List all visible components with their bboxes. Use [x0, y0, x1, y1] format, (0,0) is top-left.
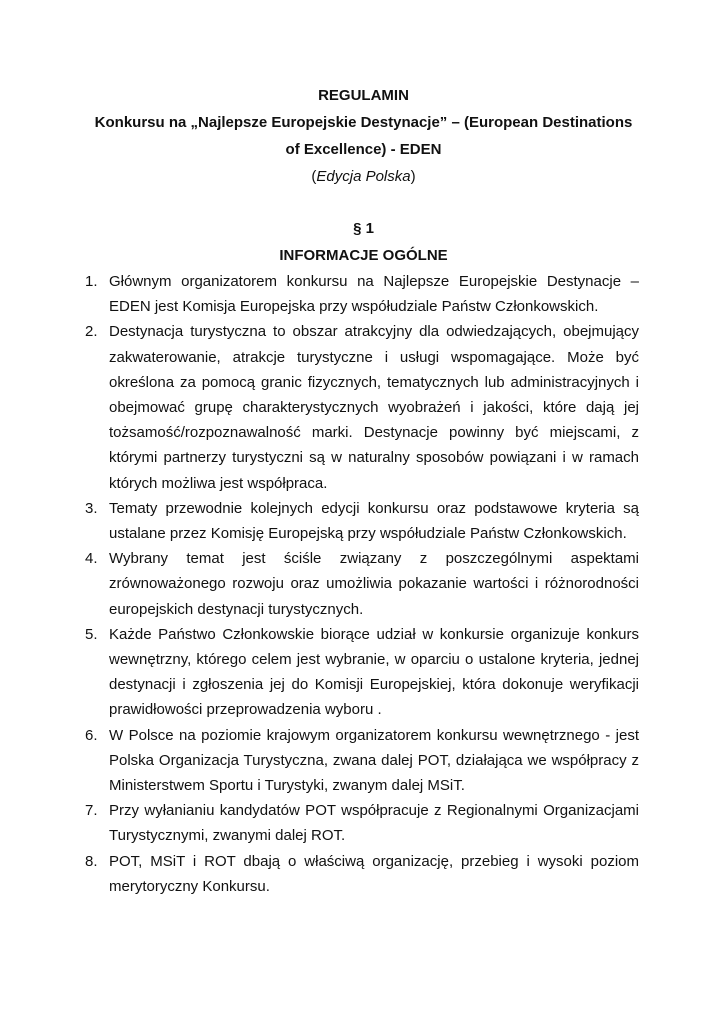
list-item-number: 6.	[85, 726, 98, 744]
list-item-number: 4.	[85, 550, 98, 568]
section-list	[85, 269, 639, 899]
list-item-text: POT, MSiT i ROT dbają o właściwą organizację, przebieg i wysoki poziom merytoryczny Konkursu.	[109, 852, 639, 895]
list-item-text: Tematy przewodnie kolejnych edycji konkursu oraz podstawowe kryteria są ustalane przez Komisję Europejską przy współudziale Państw Członkowskich.	[109, 499, 639, 543]
list-item	[85, 723, 639, 799]
list-item	[85, 319, 639, 495]
document-header	[88, 82, 639, 190]
document-subtitle: Konkursu na „Najlepsze Europejskie Destynacje” – (European Destinations of Excellence) - EDEN	[94, 114, 633, 158]
list-item	[85, 622, 639, 723]
edition-close-paren: )	[410, 168, 416, 185]
list-item-number: 8.	[85, 852, 98, 870]
list-item	[85, 849, 639, 899]
list-item-text: Każde Państwo Członkowskie biorące udział w konkursie organizuje konkurs wewnętrzny, którego celem jest wybranie, w oparciu o ustalone kryteria, jednej destynacji i zgłoszenia jej do Komisji Europejskiej, która dokonuje weryfikacji prawidłowości przeprowadzenia wyboru .	[109, 625, 639, 719]
edition-open-paren: (	[311, 168, 317, 185]
list-item-text: Głównym organizatorem konkursu na Najlepsze Europejskie Destynacje – EDEN jest Komisja Europejska przy współudziale Państw Członkowskich.	[109, 273, 639, 316]
edition-line	[88, 163, 639, 190]
list-item	[85, 269, 639, 319]
list-item-number: 5.	[85, 625, 98, 643]
section-heading: INFORMACJE OGÓLNE	[279, 247, 448, 264]
section-number: § 1	[353, 220, 374, 237]
list-item-text: Wybrany temat jest ściśle związany z poszczególnymi aspektami zrównoważonego rozwoju oraz umożliwia pokazanie wartości i różnorodności europejskich destynacji turystycznych.	[109, 550, 639, 618]
list-item-number: 2.	[85, 323, 98, 341]
list-item-text: Destynacja turystyczna to obszar atrakcyjny dla odwiedzających, obejmujący zakwaterowanie, atrakcje turystyczne i usługi wspomagające. Może być określona za pomocą granic fizycznych, tematycznych lub administracyjnych i obejmować grupę charakterystycznych wyobrażeń i jakości, które dają jej tożsamość/rozpoznawalność marki. Destynacje powinny być miejscami, z którymi partnerzy turystyczni są w naturalny sposobów powiązani i w ramach których możliwa jest współpraca.	[109, 323, 639, 492]
list-item	[85, 798, 639, 848]
list-item-text: Przy wyłanianiu kandydatów POT współpracuje z Regionalnymi Organizacjami Turystycznymi, zwanymi dalej ROT.	[109, 802, 639, 845]
list-item-text: W Polsce na poziomie krajowym organizatorem konkursu wewnętrznego - jest Polska Organizacja Turystyczna, zwana dalej POT, działająca we współpracy z Ministerstwem Sportu i Turystyki, zwanym dalej MSiT.	[109, 726, 639, 795]
list-item-number: 3.	[85, 499, 98, 517]
list-item	[85, 546, 639, 622]
document-title: REGULAMIN	[318, 87, 409, 104]
list-item-number: 7.	[85, 802, 98, 820]
list-item-number: 1.	[85, 273, 98, 290]
edition-label: Edycja Polska	[316, 168, 411, 185]
list-item	[85, 496, 639, 546]
section-header	[88, 215, 639, 269]
